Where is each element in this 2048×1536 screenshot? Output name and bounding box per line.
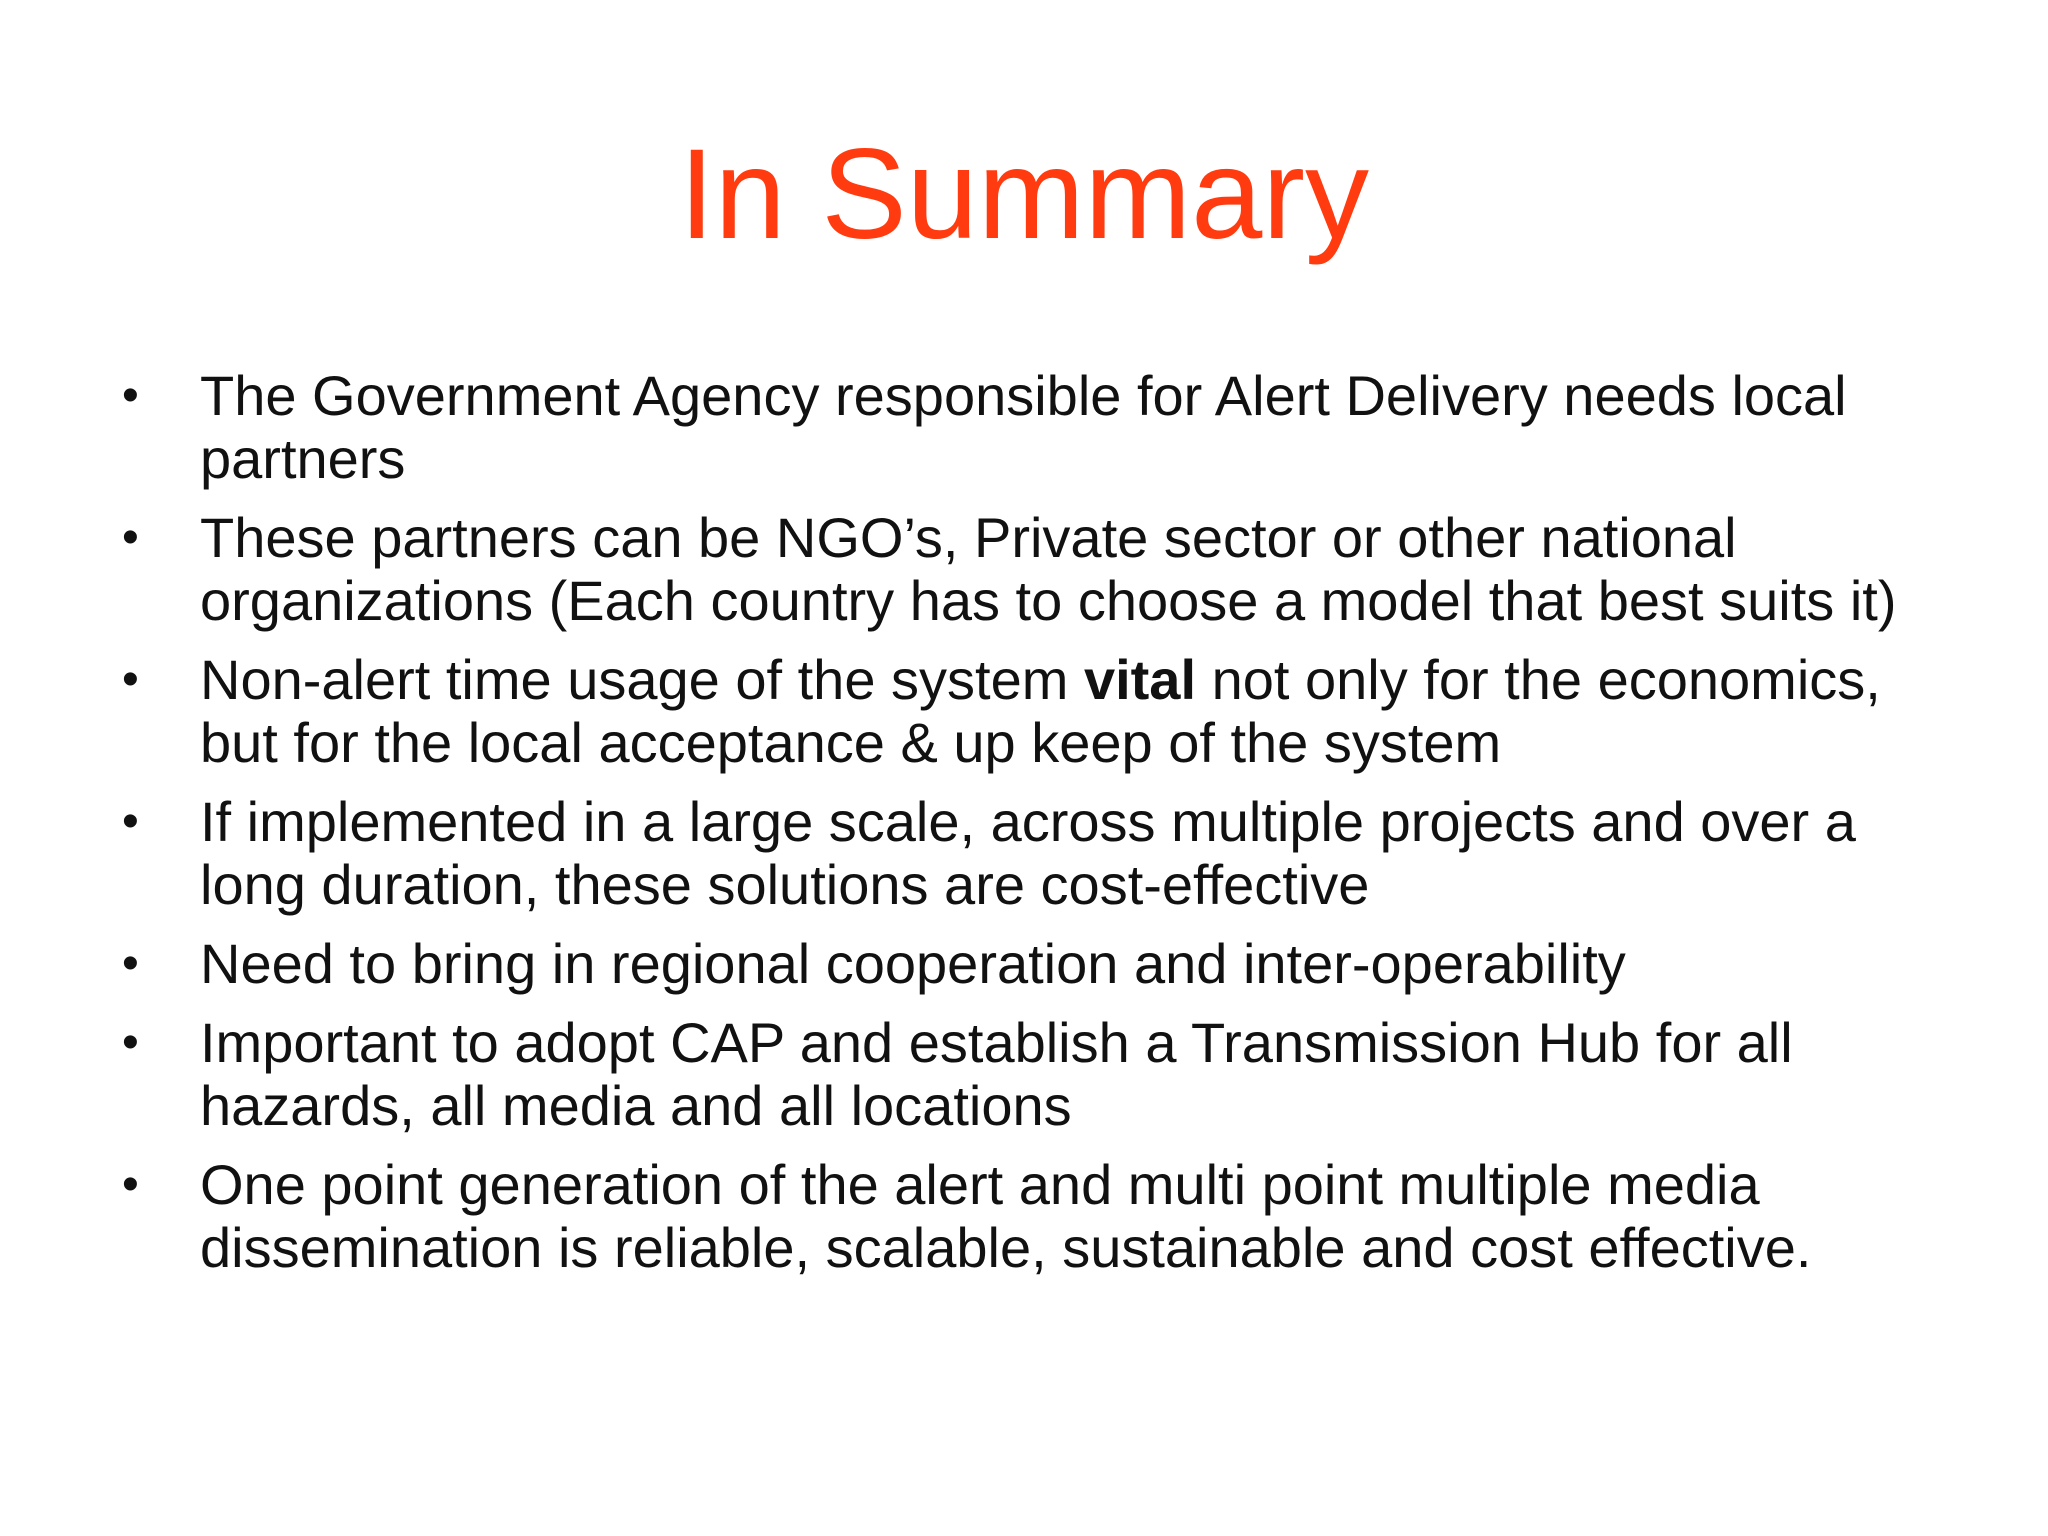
slide-title: In Summary xyxy=(679,123,1369,266)
bullet-text: One point generation of the alert and multi point multiple media dissemination is reliable, scalable, sustainable and cost effective. xyxy=(200,1153,1812,1279)
bullet-item xyxy=(110,932,1940,995)
bullet-text: Need to bring in regional cooperation and inter-operability xyxy=(200,932,1626,995)
bullet-text: If implemented in a large scale, across multiple projects and over a long duration, these solutions are cost-effective xyxy=(200,790,1856,916)
bullet-item xyxy=(110,1153,1940,1279)
bullet-text-prefix: Non-alert time usage of the system xyxy=(200,648,1084,711)
bullet-icon: • xyxy=(122,1158,139,1211)
bullet-item xyxy=(110,648,1940,774)
bullet-list xyxy=(110,364,1940,1295)
bullet-icon: • xyxy=(122,937,139,990)
bullet-icon: • xyxy=(122,795,139,848)
bullet-icon: • xyxy=(122,653,139,706)
bullet-text: Important to adopt CAP and establish a Transmission Hub for all hazards, all media and all locations xyxy=(200,1011,1793,1137)
bullet-text: The Government Agency responsible for Alert Delivery needs local partners xyxy=(200,364,1847,490)
bullet-icon: • xyxy=(122,511,139,564)
bullet-text-suffix: not only for the economics, but for the local acceptance & up keep of the system xyxy=(200,648,1881,774)
bullet-icon: • xyxy=(122,1016,139,1069)
bullet-text: These partners can be NGO’s, Private sector or other national organizations (Each country has to choose a model that best suits it) xyxy=(200,506,1897,632)
bullet-item xyxy=(110,790,1940,916)
bullet-item xyxy=(110,1011,1940,1137)
bullet-icon: • xyxy=(122,369,139,422)
bullet-item xyxy=(110,364,1940,490)
bullet-item xyxy=(110,506,1940,632)
bullet-emphasis: vital xyxy=(1083,648,1197,711)
